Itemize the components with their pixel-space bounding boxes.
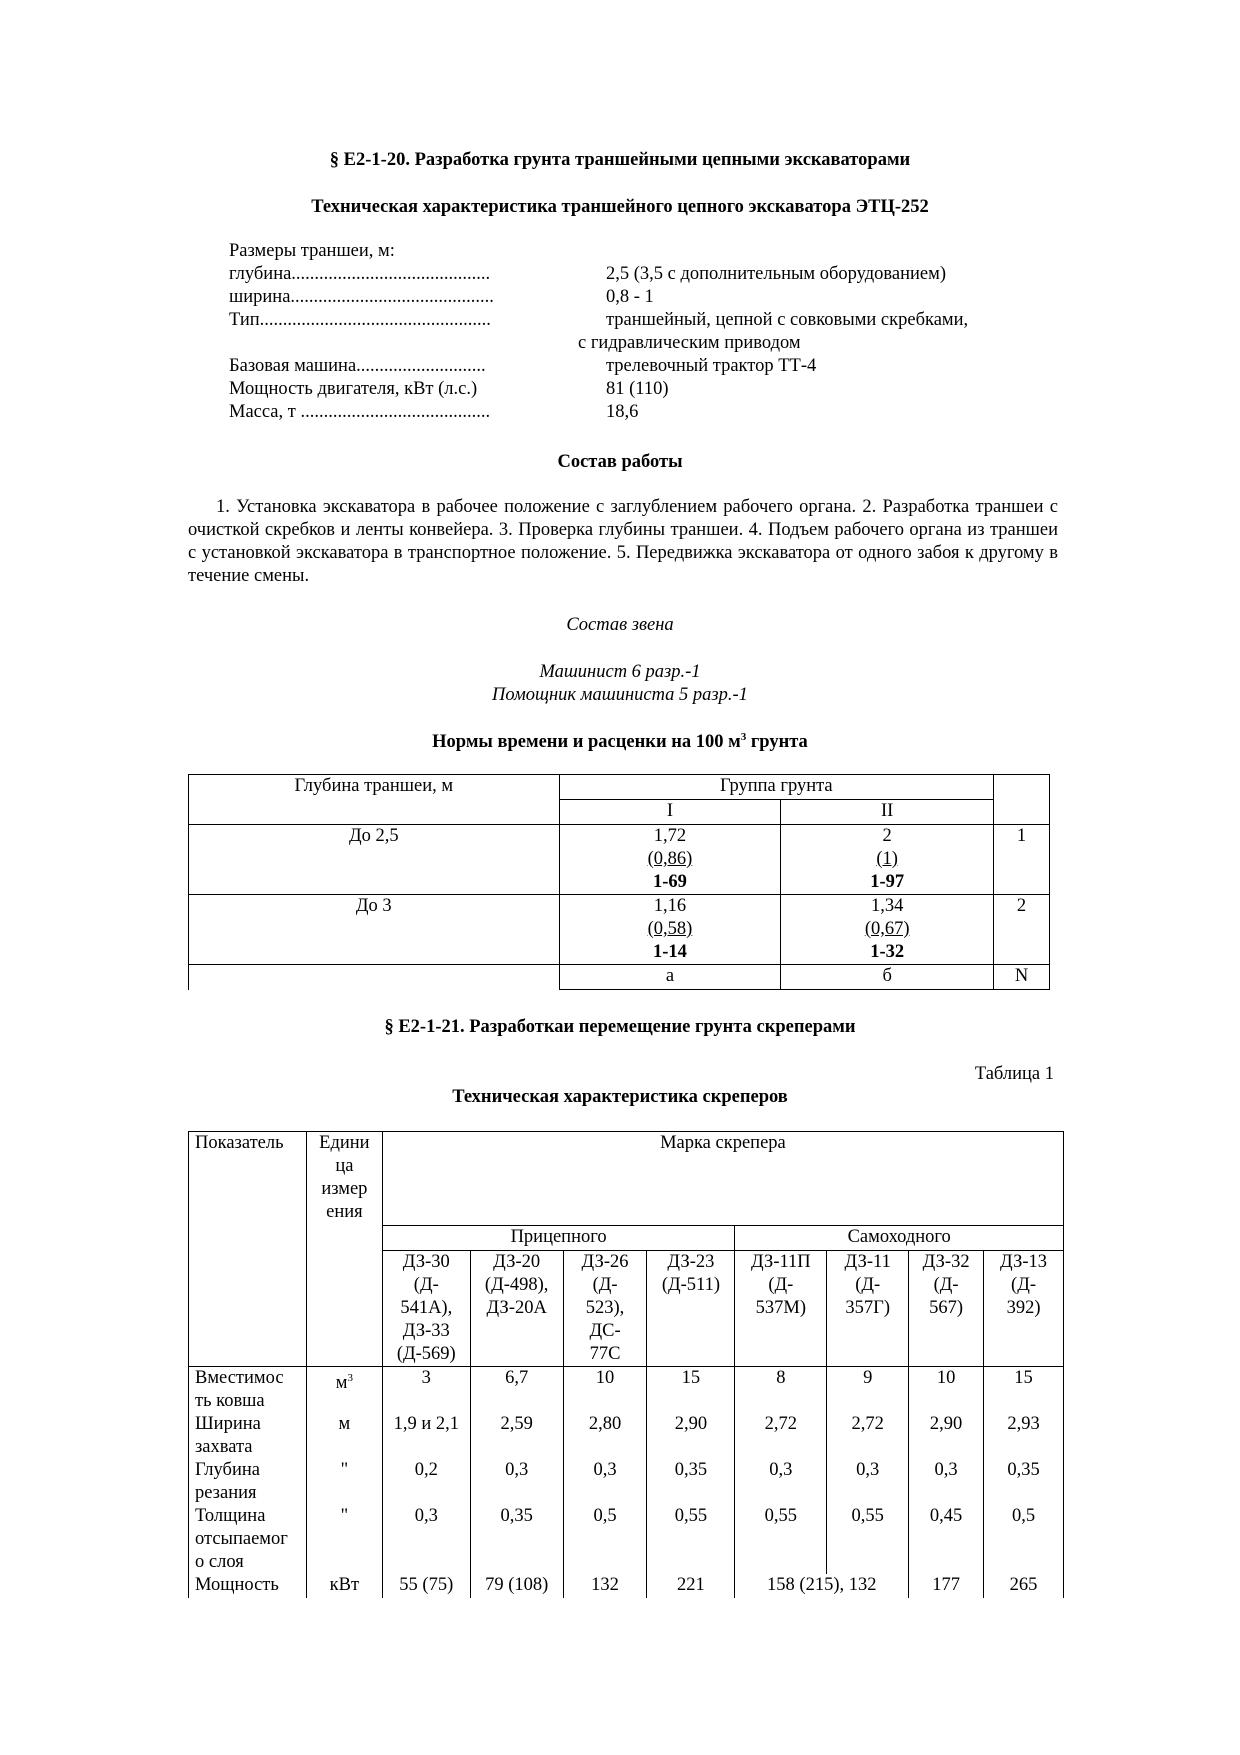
- value-cell: 158 (215), 132: [735, 1574, 909, 1598]
- spec-row: [229, 286, 1049, 309]
- norm-cell: 2 (1) 1-97: [781, 825, 994, 895]
- unit-cell: ": [306, 1459, 382, 1505]
- header-param: Показатель: [189, 1132, 307, 1367]
- header-group: Группа грунта: [559, 775, 993, 800]
- spec-value: 0,8 - 1: [606, 287, 654, 307]
- table-row: [189, 895, 1050, 965]
- value-cell: 0,3: [470, 1459, 563, 1505]
- spec-key: Размеры траншеи, м:: [229, 241, 395, 261]
- value-cell: 0,35: [470, 1505, 563, 1574]
- value-cell: 1,9 и 2,1: [382, 1413, 470, 1459]
- value-cell: 0,3: [382, 1505, 470, 1574]
- value-cell: 221: [647, 1574, 735, 1598]
- param-cell: Глубина резания: [189, 1459, 307, 1505]
- param-cell: Толщина отсыпаемог о слоя: [189, 1505, 307, 1574]
- spec-key: Тип..................................................: [229, 310, 491, 330]
- spec-list: [229, 240, 1049, 424]
- footer-col-n: N: [994, 965, 1050, 990]
- header-self: Самоходного: [735, 1226, 1064, 1251]
- spec-value: трелевочный трактор ТТ-4: [606, 356, 817, 376]
- spec-value: 18,6: [606, 402, 639, 422]
- norms-table: [188, 774, 1050, 990]
- value-cell: 0,5: [563, 1505, 647, 1574]
- value-cell: 3: [382, 1367, 470, 1414]
- crew-member: Машинист 6 разр.-1: [539, 662, 701, 682]
- spec-row: [229, 401, 1049, 424]
- value-cell: 2,80: [563, 1413, 647, 1459]
- value-cell: 177: [909, 1574, 984, 1598]
- value-cell: 0,45: [909, 1505, 984, 1574]
- model-cell: ДЗ-26 (Д- 523), ДС- 77С: [563, 1251, 647, 1367]
- scraper-table: [188, 1131, 1064, 1598]
- table-row: [189, 1367, 1064, 1414]
- value-cell: 2,72: [827, 1413, 909, 1459]
- depth-cell: До 3: [189, 895, 560, 965]
- param-cell: Ширина захвата: [189, 1413, 307, 1459]
- model-cell: ДЗ-11 (Д- 357Г): [827, 1251, 909, 1367]
- unit-cell: кВт: [306, 1574, 382, 1598]
- unit-cell: м: [306, 1413, 382, 1459]
- row-number: 2: [994, 895, 1050, 965]
- depth-cell: До 2,5: [189, 825, 560, 895]
- model-cell: ДЗ-13 (Д- 392): [984, 1251, 1064, 1367]
- model-cell: ДЗ-23 (Д-511): [647, 1251, 735, 1367]
- value-cell: 0,2: [382, 1459, 470, 1505]
- value-cell: 9: [827, 1367, 909, 1414]
- header-group-I: I: [559, 800, 781, 825]
- value-cell: 2,90: [909, 1413, 984, 1459]
- model-cell: ДЗ-11П (Д- 537М): [735, 1251, 827, 1367]
- value-cell: 0,35: [647, 1459, 735, 1505]
- value-cell: 79 (108): [470, 1574, 563, 1598]
- value-cell: 2,59: [470, 1413, 563, 1459]
- table-row: [189, 1574, 1064, 1598]
- spec-value: с гидравлическим приводом: [578, 333, 801, 353]
- spec-key: Базовая машина............................: [229, 356, 486, 376]
- value-cell: 2,72: [735, 1413, 827, 1459]
- norm-cell: 1,16 (0,58) 1-14: [559, 895, 781, 965]
- footer-col-b: б: [781, 965, 994, 990]
- value-cell: 10: [563, 1367, 647, 1414]
- value-cell: 2,90: [647, 1413, 735, 1459]
- spec-value: 81 (110): [606, 379, 669, 399]
- value-cell: 55 (75): [382, 1574, 470, 1598]
- table-row: [189, 1413, 1064, 1459]
- table-row: [189, 825, 1050, 895]
- footer-empty: [189, 965, 560, 990]
- footer-col-a: а: [559, 965, 781, 990]
- table-title: Техническая характеристика скреперов: [452, 1087, 788, 1107]
- value-cell: 0,3: [735, 1459, 827, 1505]
- section-title: § Е2-1-20. Разработка грунта траншейными цепными экскаваторами: [329, 150, 911, 170]
- value-cell: 0,55: [827, 1505, 909, 1574]
- value-cell: 8: [735, 1367, 827, 1414]
- header-depth: Глубина траншеи, м: [189, 775, 560, 825]
- spec-row: [229, 240, 1049, 263]
- spec-title: Техническая характеристика траншейного цепного экскаватора ЭТЦ-252: [311, 197, 929, 217]
- work-description: 1. Установка экскаватора в рабочее положение с заглублением рабочего органа. 2. Разработка траншеи с очисткой скребков и ленты конвейера. 3. Проверка глубины траншеи. 4. Подъем рабочего органа из траншеи с установкой экскаватора в транспортное положение. 5. Передвижка экскаватора от одного забоя к другому в течение смены.: [188, 497, 1058, 586]
- value-cell: 0,55: [647, 1505, 735, 1574]
- header-brand: Марка скрепера: [382, 1132, 1063, 1226]
- spec-row: [229, 309, 1049, 332]
- value-cell: 10: [909, 1367, 984, 1414]
- model-cell: ДЗ-32 (Д- 567): [909, 1251, 984, 1367]
- value-cell: 0,3: [563, 1459, 647, 1505]
- norm-cell: 1,34 (0,67) 1-32: [781, 895, 994, 965]
- crew-member: Помощник машиниста 5 разр.-1: [492, 685, 748, 705]
- header-trailed: Прицепного: [382, 1226, 735, 1251]
- value-cell: 0,3: [909, 1459, 984, 1505]
- section-title: § Е2-1-21. Разработкаи перемещение грунта скреперами: [384, 1017, 856, 1037]
- value-cell: 15: [984, 1367, 1064, 1414]
- spec-row: [229, 355, 1049, 378]
- spec-row: [229, 378, 1049, 401]
- norms-title: Нормы времени и расценки на 100 $м^3$ грунта: [432, 731, 808, 753]
- value-cell: 0,35: [984, 1459, 1064, 1505]
- unit-cell: $м^3$: [306, 1367, 382, 1414]
- unit-cell: ": [306, 1505, 382, 1574]
- header-empty: [994, 775, 1050, 825]
- value-cell: 132: [563, 1574, 647, 1598]
- table-row: [189, 1459, 1064, 1505]
- spec-key: ширина............................................: [229, 287, 494, 307]
- param-cell: Вместимос ть ковша: [189, 1367, 307, 1414]
- spec-key: Мощность двигателя, кВт (л.с.): [229, 379, 478, 399]
- spec-value: 2,5 (3,5 с дополнительным оборудованием): [606, 264, 946, 284]
- header-unit: Едини ца измер ения: [306, 1132, 382, 1367]
- value-cell: 6,7: [470, 1367, 563, 1414]
- value-cell: 2,93: [984, 1413, 1064, 1459]
- header-group-II: II: [781, 800, 994, 825]
- value-cell: 0,5: [984, 1505, 1064, 1574]
- param-cell: Мощность: [189, 1574, 307, 1598]
- value-cell: 15: [647, 1367, 735, 1414]
- spec-key: Масса, т .........................................: [229, 402, 491, 422]
- spec-row: [229, 263, 1049, 286]
- value-cell: 0,3: [827, 1459, 909, 1505]
- table-row: [189, 1505, 1064, 1574]
- table-label: Таблица 1: [974, 1064, 1054, 1084]
- norm-cell: 1,72 (0,86) 1-69: [559, 825, 781, 895]
- value-cell: 265: [984, 1574, 1064, 1598]
- row-number: 1: [994, 825, 1050, 895]
- spec-key: глубина...........................................: [229, 264, 491, 284]
- value-cell: 0,55: [735, 1505, 827, 1574]
- spec-row: [229, 332, 1049, 355]
- crew-title: Состав звена: [566, 615, 674, 635]
- spec-value: траншейный, цепной с совковыми скребками,: [606, 310, 969, 330]
- model-cell: ДЗ-30 (Д- 541А), ДЗ-33 (Д-569): [382, 1251, 470, 1367]
- work-title: Состав работы: [557, 452, 683, 472]
- model-cell: ДЗ-20 (Д-498), ДЗ-20А: [470, 1251, 563, 1367]
